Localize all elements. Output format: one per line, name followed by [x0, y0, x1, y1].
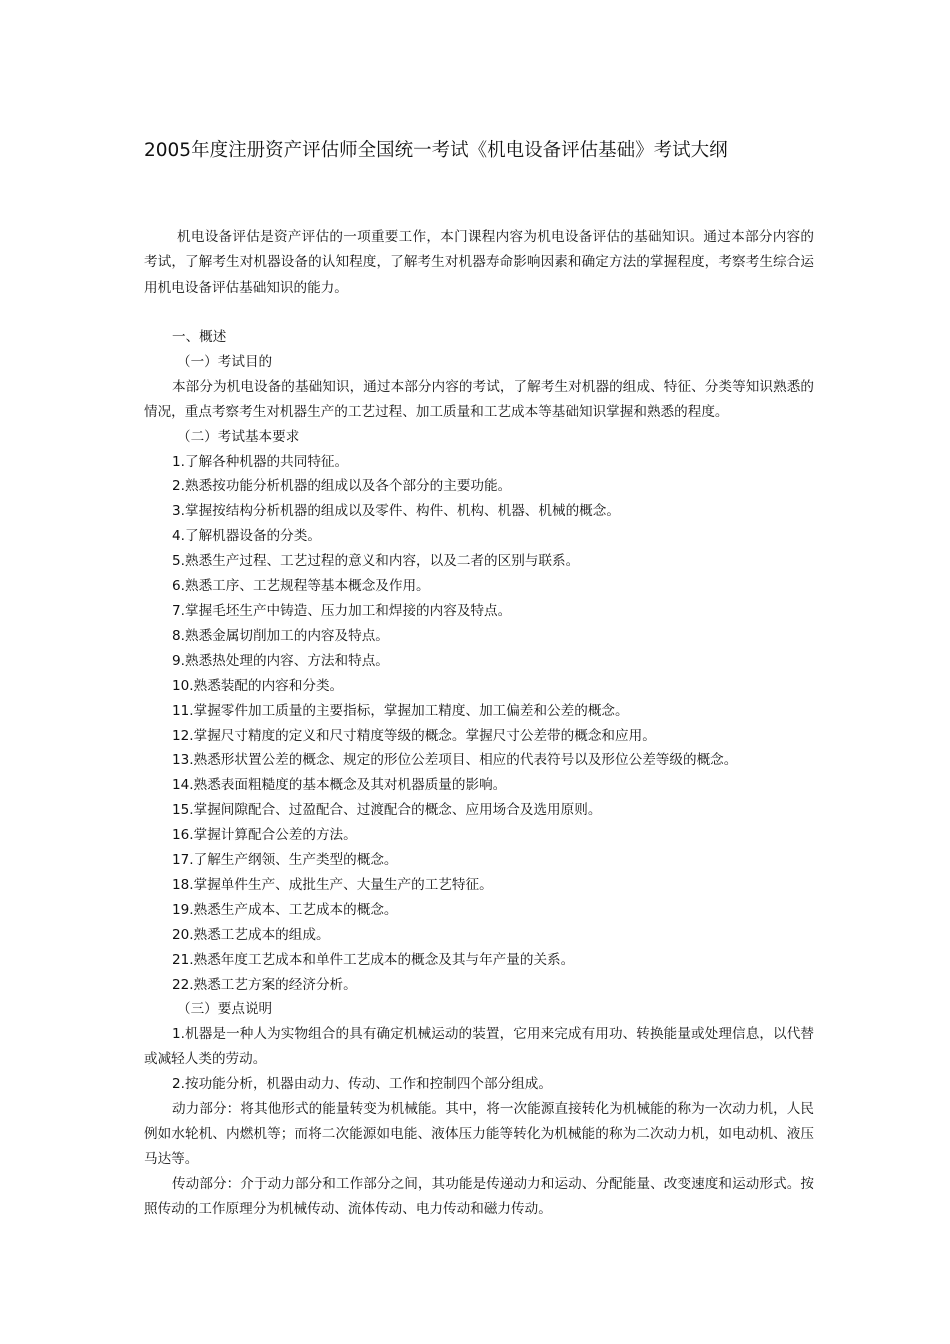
key-point-paragraph: 1.机器是一种人为实物组合的具有确定机械运动的装置，它用来完成有用功、转换能量或处理信息，以代替或减轻人类的劳动。 [144, 1026, 814, 1068]
list-item: 19.熟悉生产成本、工艺成本的概念。 [172, 901, 398, 918]
list-item: 3.掌握按结构分析机器的组成以及零件、构件、机构、机器、机械的概念。 [172, 503, 620, 520]
list-item: 7.掌握毛坯生产中铸造、压力加工和焊接的内容及特点。 [172, 602, 512, 619]
list-item: 6.熟悉工序、工艺规程等基本概念及作用。 [172, 578, 430, 595]
list-item: 8.熟悉金属切削加工的内容及特点。 [172, 627, 389, 644]
list-item: 4.了解机器设备的分类。 [172, 528, 321, 545]
section-heading: 一、概述 [172, 329, 227, 345]
document-body [144, 325, 814, 1222]
list-item: 22.熟悉工艺方案的经济分析。 [172, 976, 357, 993]
list-item: 12.掌握尺寸精度的定义和尺寸精度等级的概念。掌握尺寸公差带的概念和应用。 [172, 727, 656, 744]
key-point-paragraph: 动力部分：将其他形式的能量转变为机械能。其中，将一次能源直接转化为机械能的称为一次动力机，人民例如水轮机、内燃机等；而将二次能源如电能、液体压力能等转化为机械能的称为二次动力机，如电动机、液压马达等。 [144, 1101, 814, 1167]
list-item: 13.熟悉形状置公差的概念、规定的形位公差项目、相应的代表符号以及形位公差等级的概念。 [172, 752, 738, 769]
intro-paragraph: 机电设备评估是资产评估的一项重要工作，本门课程内容为机电设备评估的基础知识。通过本部分内容的考试，了解考生对机器设备的认知程度，了解考生对机器寿命影响因素和确定方法的掌握程度，考察考生综合运用机电设备评估基础知识的能力。 [144, 229, 814, 296]
subsection-heading-requirements: （二）考试基本要求 [177, 428, 300, 445]
list-item: 5.熟悉生产过程、工艺过程的意义和内容，以及二者的区别与联系。 [172, 553, 580, 570]
subsection-heading-purpose: （一）考试目的 [177, 353, 273, 370]
key-point-paragraph: 传动部分：介于动力部分和工作部分之间，其功能是传递动力和运动、分配能量、改变速度和运动形式。按照传动的工作原理分为机械传动、流体传动、电力传动和磁力传动。 [144, 1175, 814, 1217]
list-item: 2.熟悉按功能分析机器的组成以及各个部分的主要功能。 [172, 478, 512, 495]
list-item: 9.熟悉热处理的内容、方法和特点。 [172, 652, 389, 669]
list-item: 20.熟悉工艺成本的组成。 [172, 926, 330, 943]
list-item: 1.了解各种机器的共同特征。 [172, 453, 349, 470]
page-title: 2005年度注册资产评估师全国统一考试《机电设备评估基础》考试大纲 [144, 140, 728, 161]
purpose-paragraph: 本部分为机电设备的基础知识，通过本部分内容的考试，了解考生对机器的组成、特征、分类等知识熟悉的情况，重点考察考生对机器生产的工艺过程、加工质量和工艺成本等基础知识掌握和熟悉的程度。 [144, 378, 814, 420]
list-item: 11.掌握零件加工质量的主要指标，掌握加工精度、加工偏差和公差的概念。 [172, 702, 629, 719]
list-item: 10.熟悉装配的内容和分类。 [172, 677, 344, 694]
list-item: 16.掌握计算配合公差的方法。 [172, 827, 357, 844]
list-item: 21.熟悉年度工艺成本和单件工艺成本的概念及其与年产量的关系。 [172, 951, 575, 968]
requirements-list [144, 450, 814, 998]
list-item: 18.掌握单件生产、成批生产、大量生产的工艺特征。 [172, 876, 493, 893]
subsection-heading-key-points: （三）要点说明 [177, 1001, 273, 1018]
list-item: 14.熟悉表面粗糙度的基本概念及其对机器质量的影响。 [172, 777, 507, 794]
key-point-paragraph: 2.按功能分析，机器由动力、传动、工作和控制四个部分组成。 [172, 1076, 552, 1093]
list-item: 15.掌握间隙配合、过盈配合、过渡配合的概念、应用场合及选用原则。 [172, 802, 602, 819]
list-item: 17.了解生产纲领、生产类型的概念。 [172, 852, 398, 869]
